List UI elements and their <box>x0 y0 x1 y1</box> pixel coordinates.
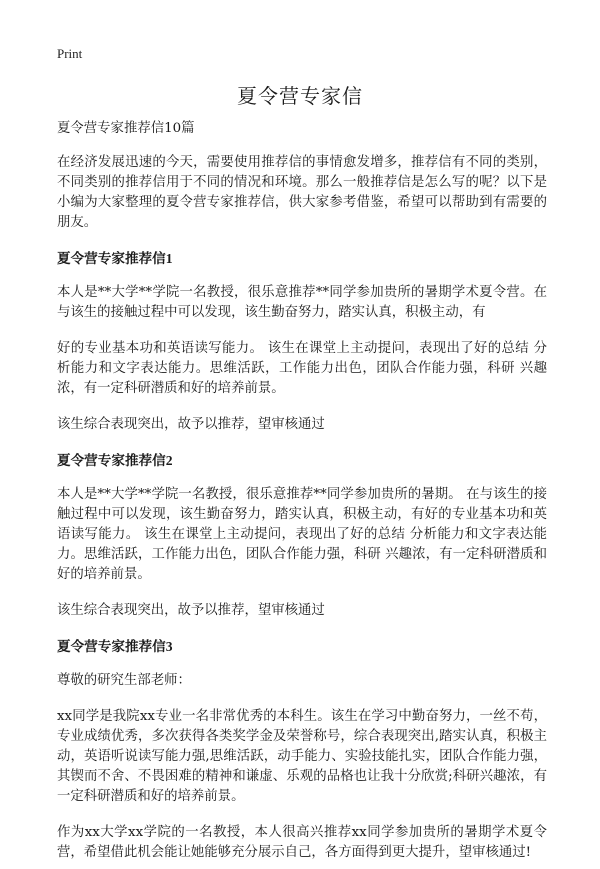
page-title: 夏令营专家信 <box>237 84 363 108</box>
document-subtitle: 夏令营专家推荐信10篇 <box>57 121 195 136</box>
section-3-salutation: 尊敬的研究生部老师： <box>57 673 191 688</box>
section-2-paragraph-1: 本人是**大学**学院一名教授，很乐意推荐**同学参加贵所的暑期。 在与该生的接触过程中可以发现，该生勤奋努力，踏实认真，积极主动，有好的专业基本功和英语读写能力。 该生在课堂上主动提问，表现出了好的总结 分析能力和文字表达能力。思维活跃，工作能力出色，团队合作能力强，科研 兴趣浓，有一定科研潜质和好的培养前景。 <box>57 487 547 582</box>
section-3-paragraph-1: xx同学是我院xx专业一名非常优秀的本科生。该生在学习中勤奋努力，一丝不苟，专业成绩优秀，多次获得各类奖学金及荣誉称号，综合表现突出,踏实认真，积极主动，英语听说读写能力强,思维活跃，动手能力、实验技能扎实，团队合作能力强，其锲而不舍、不畏困难的精神和谦虚、乐观的品格也让我十分欣赏;科研兴趣浓，有一定科研潜质和好的培养前景。 <box>57 709 547 804</box>
intro-paragraph: 在经济发展迅速的今天，需要使用推荐信的事情愈发增多，推荐信有不同的类别，不同类别的推荐信用于不同的情况和环境。那么一般推荐信是怎么写的呢？以下是小编为大家整理的夏令营专家推荐信，供大家参考借鉴，希望可以帮助到有需要的朋友。 <box>57 155 547 230</box>
section-heading-1: 夏令营专家推荐信1 <box>57 251 173 266</box>
section-heading-3: 夏令营专家推荐信3 <box>57 639 173 654</box>
section-1-paragraph-2: 好的专业基本功和英语读写能力。 该生在课堂上主动提问，表现出了好的总结 分析能力和文字表达能力。思维活跃，工作能力出色，团队合作能力强，科研 兴趣浓，有一定科研潜质和好的培养前景。 <box>57 341 547 396</box>
document-body <box>57 119 547 869</box>
section-2-paragraph-2: 该生综合表现突出，故予以推荐，望审核通过 <box>57 603 325 618</box>
section-1-paragraph-3: 该生综合表现突出，故予以推荐，望审核通过 <box>57 417 325 432</box>
section-3-paragraph-2: 作为xx大学xx学院的一名教授，本人很高兴推荐xx同学参加贵所的暑期学术夏令营，希望借此机会能让她能够充分展示自己，各方面得到更大提升，望审核通过! <box>57 825 547 860</box>
section-heading-2: 夏令营专家推荐信2 <box>57 453 173 468</box>
print-link[interactable]: Print <box>57 46 83 61</box>
section-1-paragraph-1: 本人是**大学**学院一名教授，很乐意推荐**同学参加贵所的暑期学术夏令营。在与该生的接触过程中可以发现，该生勤奋努力，踏实认真，积极主动，有 <box>57 285 547 320</box>
